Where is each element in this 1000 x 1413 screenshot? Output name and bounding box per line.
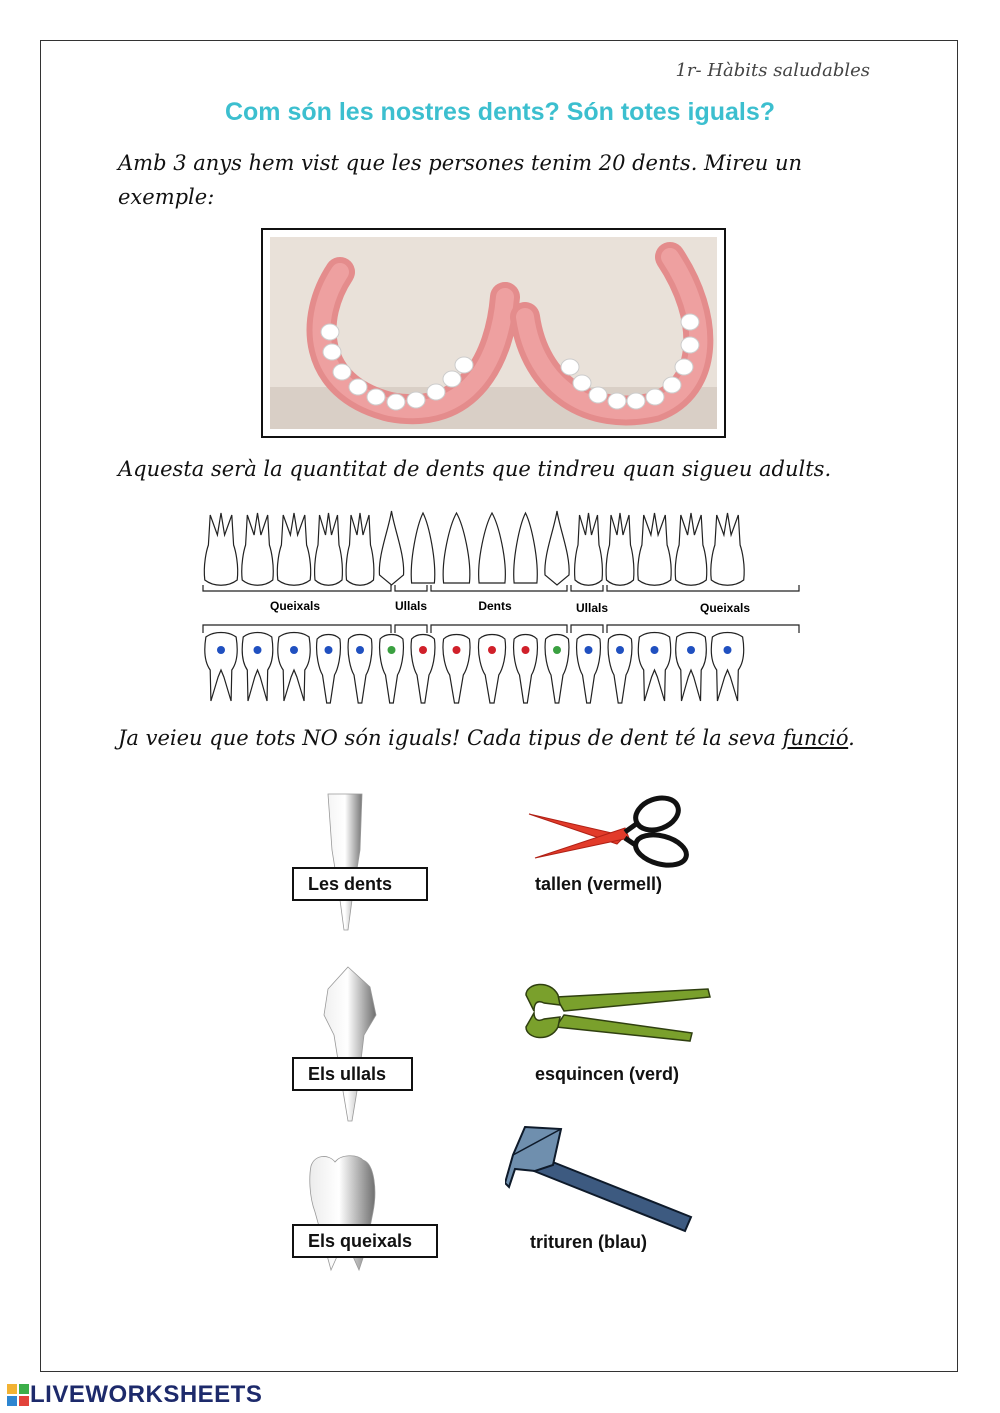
- upper-tooth: [379, 511, 403, 585]
- upper-tooth: [545, 511, 569, 585]
- tooth-dot: [419, 646, 427, 654]
- intro-paragraph: Amb 3 anys hem vist que les persones tenim 20 dents. Mireu un exemple:: [118, 151, 802, 209]
- lower-tooth: [380, 635, 404, 704]
- lower-tooth: [608, 635, 632, 704]
- tooth-dot: [488, 646, 496, 654]
- upper-tooth: [242, 513, 274, 585]
- label-incisors: Dents: [478, 599, 512, 613]
- header-note: 1r- Hàbits saludables: [675, 60, 870, 81]
- lower-tooth: [545, 635, 569, 704]
- tooth-dot: [217, 646, 225, 654]
- lower-tooth: [676, 633, 707, 702]
- upper-tooth: [443, 513, 470, 583]
- logo-text: LIVEWORKSHEETS: [30, 1381, 263, 1408]
- lower-tooth: [205, 633, 237, 702]
- lower-tooth: [478, 635, 505, 704]
- label-incisors-box: Les dents: [292, 867, 428, 901]
- tooth-dot: [254, 646, 262, 654]
- liveworksheets-logo: [6, 1382, 262, 1408]
- tooth-dot: [325, 646, 333, 654]
- tooth-dot: [522, 646, 530, 654]
- tooth-dot: [290, 646, 298, 654]
- upper-tooth: [638, 513, 671, 585]
- function-paragraph-end: .: [848, 726, 855, 750]
- function-tear-label: esquincen (verd): [535, 1064, 680, 1084]
- label-right-molars: Queixals: [699, 601, 751, 615]
- upper-tooth: [606, 513, 634, 585]
- lower-tooth: [242, 633, 273, 702]
- upper-tooth: [411, 513, 435, 583]
- upper-tooth: [346, 513, 374, 585]
- lower-tooth: [317, 635, 341, 704]
- upper-tooth: [315, 513, 343, 585]
- upper-tooth: [675, 513, 707, 585]
- tooth-dot: [356, 646, 364, 654]
- function-word: funció: [782, 726, 849, 750]
- label-left-molars: Queixals: [269, 599, 321, 613]
- tooth-dot: [616, 646, 624, 654]
- tooth-dot: [388, 646, 396, 654]
- upper-tooth: [514, 513, 538, 583]
- tooth-dot: [553, 646, 561, 654]
- logo-blocks-icon: [6, 1383, 30, 1407]
- upper-tooth: [711, 513, 744, 585]
- adult-teeth-paragraph: Aquesta serà la quantitat de dents que tindreu quan sigueu adults.: [118, 457, 832, 481]
- canine-icon: [318, 965, 380, 1125]
- function-cut-label: tallen (vermell): [535, 874, 663, 894]
- lower-tooth: [711, 633, 743, 702]
- label-left-canine: Ullals: [394, 599, 428, 613]
- label-right-canine: Ullals: [575, 601, 609, 615]
- tooth-dot: [724, 646, 732, 654]
- page-title: Com són les nostres dents? Són totes iguals?: [224, 98, 776, 126]
- adult-teeth-diagram: [195, 505, 805, 710]
- tooth-dot: [453, 646, 461, 654]
- lower-tooth: [638, 633, 670, 702]
- lower-tooth: [348, 635, 372, 704]
- pliers-icon: [520, 975, 715, 1050]
- hammer-icon: [505, 1125, 700, 1235]
- lower-tooth: [278, 633, 310, 702]
- clay-teeth-photo: [261, 228, 726, 438]
- scissors-icon: [525, 792, 693, 872]
- lower-tooth: [514, 635, 538, 704]
- label-canines-box: Els ullals: [292, 1057, 413, 1091]
- lower-tooth: [411, 635, 435, 704]
- function-paragraph-text: Ja veieu que tots NO són iguals! Cada tipus de dent té la seva: [118, 726, 783, 750]
- tooth-dot: [687, 646, 695, 654]
- upper-tooth: [204, 513, 237, 585]
- function-paragraph: [118, 721, 873, 755]
- lower-tooth: [443, 635, 470, 704]
- function-crush-label: trituren (blau): [530, 1232, 647, 1252]
- upper-tooth: [479, 513, 506, 583]
- tooth-dot: [585, 646, 593, 654]
- upper-tooth: [575, 513, 603, 585]
- upper-tooth: [277, 513, 310, 585]
- incisor-icon: [320, 790, 370, 932]
- label-molars-box: Els queixals: [292, 1224, 438, 1258]
- tooth-dot: [651, 646, 659, 654]
- lower-tooth: [577, 635, 601, 704]
